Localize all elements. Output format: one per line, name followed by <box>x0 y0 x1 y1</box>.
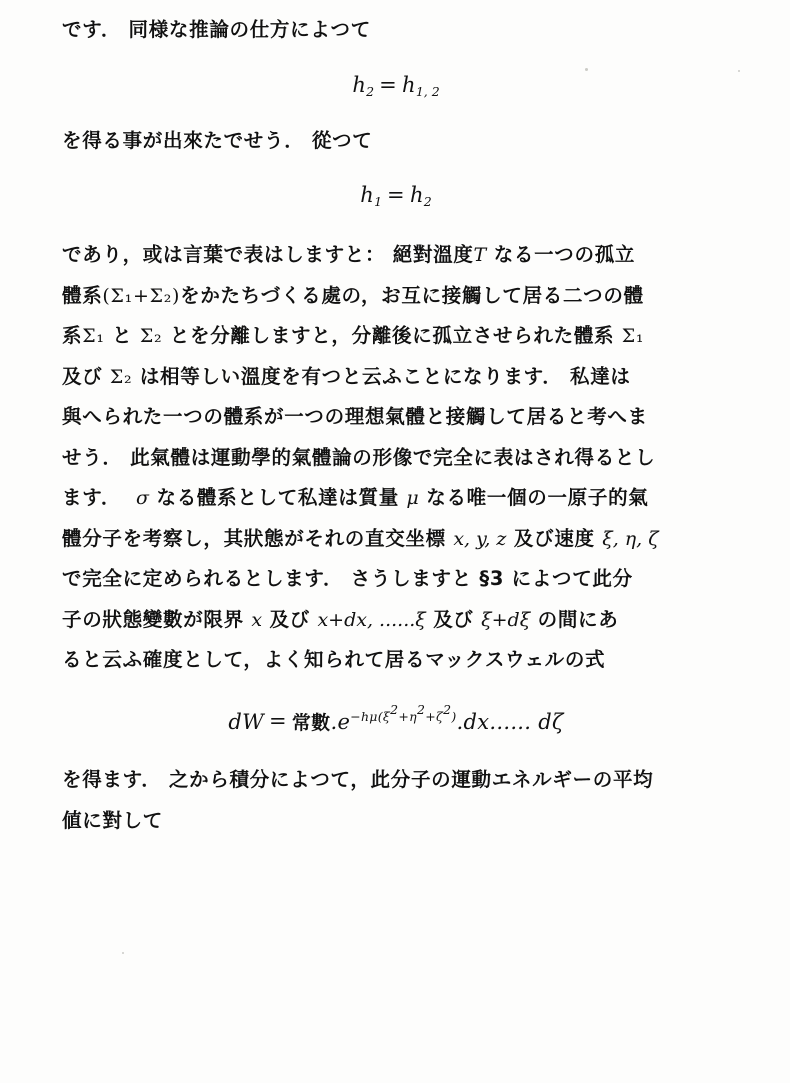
p3-l10-mid-2: 及び <box>433 607 474 631</box>
spacer <box>62 161 730 183</box>
equation-2-relation: = <box>387 183 405 207</box>
equation-3-exponent-sup-1: 2 <box>390 702 399 718</box>
spacer <box>62 209 730 235</box>
p3-l8-mid: 及び速度 <box>513 526 595 550</box>
equation-1-relation: = <box>379 72 397 97</box>
p3-l7-head: ます． <box>62 486 122 509</box>
paragraph-3-line-6: せう． 此氣體は運動學的氣體論の形像で完全に表はされ得るとし <box>62 445 656 469</box>
equation-2-lhs-sub: 1 <box>374 194 383 209</box>
equation-3-exponent-mid-2: +ζ <box>425 709 444 725</box>
p3-l2-head: 體系 <box>62 283 103 307</box>
p3-l10-mid-1: 及び <box>269 607 310 631</box>
equation-3-tail: .dx...... dζ <box>456 709 564 734</box>
paragraph-3-line-3 <box>62 316 730 357</box>
p3-l8-head: 體分子を考察し，其狀態がそれの直交坐標 <box>62 526 446 550</box>
equation-3-lhs: dW <box>228 709 264 734</box>
p3-l4-tail: は相等しい溫度を有つと云ふことになります． 私達は <box>139 364 631 388</box>
equation-2-lhs: h <box>360 183 375 207</box>
p3-l3-math-3: Σ₁ <box>621 325 645 347</box>
paragraph-3 <box>62 235 730 681</box>
equation-3-exponent-sup-2: 2 <box>416 702 426 718</box>
equation-1 <box>62 73 730 99</box>
p3-l7-tail: なる唯一個の一原子的氣 <box>426 486 649 509</box>
paragraph-1: です． 同様な推論の仕方によつて <box>62 18 371 41</box>
equation-3-relation: = <box>268 709 287 734</box>
spacer <box>62 734 730 760</box>
equation-3-exponent <box>350 702 457 725</box>
p3-l1-math: T <box>473 244 487 266</box>
p3-l2-math: (Σ₁+Σ₂) <box>102 284 181 307</box>
equation-3 <box>62 703 730 735</box>
p3-l3-tail: とを分離しますと，分離後に孤立させられた體系 <box>169 324 615 347</box>
p3-l10-math-3: ξ+dξ <box>481 608 531 631</box>
spacer <box>62 681 730 703</box>
p3-l7-math-1: σ <box>136 487 150 509</box>
paragraph-3-line-11: ると云ふ確度として，よく知られて居るマックスウェルの式 <box>62 648 606 671</box>
p3-l3-head: 系 <box>62 324 83 347</box>
p3-l4-math: Σ₂ <box>109 365 133 388</box>
p3-l10-tail: の間にあ <box>537 607 619 631</box>
equation-2-rhs: h <box>409 183 424 207</box>
equation-1-lhs-sub: 2 <box>366 83 375 99</box>
paper-speck <box>122 952 124 954</box>
p3-l10-head: 子の狀態變數が限界 <box>62 607 244 631</box>
equation-3-exponent-mid-1: +η <box>398 709 417 725</box>
paragraph-4-line-1: を得ます． 之から積分によつて，此分子の運動エネルギーの平均 <box>62 768 654 792</box>
equation-1-rhs: h <box>402 72 416 97</box>
p3-l3-mid: と <box>112 324 133 347</box>
equation-1-rhs-sub: 1, 2 <box>415 83 440 99</box>
paragraph-2: を得る事が出來たでせう． 從つて <box>62 128 373 152</box>
p3-l3-math-2: Σ₂ <box>139 325 163 347</box>
equation-3-constant-label: 常數 <box>291 711 331 734</box>
p3-l8-math-1: x, y, z <box>453 527 507 550</box>
paragraph-3-line-4 <box>62 357 730 398</box>
text-column <box>62 10 730 841</box>
p3-l10-math-2: x+dx, ......ξ <box>317 608 426 631</box>
p3-l1-text: であり，或は言葉で表はしますと： 絕對溫度 <box>62 243 474 266</box>
paragraph-3-line-5: 與へられた一つの體系が一つの理想氣體と接觸して居ると考へま <box>62 405 648 428</box>
equation-3-factor: .e <box>330 709 351 734</box>
paragraph-3-line-2 <box>62 276 730 317</box>
paragraph-3-line-7 <box>62 478 730 519</box>
equation-3-exponent-close: ) <box>451 709 457 725</box>
p3-l10-math-1: x <box>251 608 263 631</box>
paper-speck <box>738 70 740 72</box>
p3-l8-math-2: ξ, η, ζ <box>602 527 659 550</box>
equation-1-content <box>352 73 439 99</box>
p3-l7-mid: なる體系として私達は質量 <box>156 486 399 509</box>
p3-l4-head: 及び <box>62 364 103 388</box>
p3-l1-tail: なる一つの孤立 <box>493 243 636 266</box>
equation-2-content <box>360 183 431 209</box>
paragraph-3-line-8 <box>62 519 730 560</box>
equation-1-lhs: h <box>352 72 367 97</box>
p3-l7-math-2: μ <box>406 487 419 509</box>
p3-l3-math-1: Σ₁ <box>82 325 105 347</box>
paragraph-4-line-2: 値に對して <box>62 808 164 832</box>
equation-3-content <box>228 703 563 735</box>
equation-3-exponent-base: −hμ(ξ <box>350 709 391 725</box>
spacer <box>62 51 730 73</box>
equation-2 <box>62 183 730 209</box>
spacer <box>62 99 730 121</box>
p3-l2-tail: をかたちづくる處の，お互に接觸して居る二つの體 <box>180 283 644 307</box>
paragraph-3-line-9: で完全に定められるとします． さうしますと §3 によつて此分 <box>62 567 633 590</box>
equation-3-exponent-sup-3: 2 <box>443 702 452 718</box>
paragraph-3-line-10 <box>62 600 730 641</box>
paragraph-4 <box>62 760 730 841</box>
paragraph-3-line-1 <box>62 235 730 276</box>
equation-2-rhs-sub: 2 <box>423 194 432 209</box>
